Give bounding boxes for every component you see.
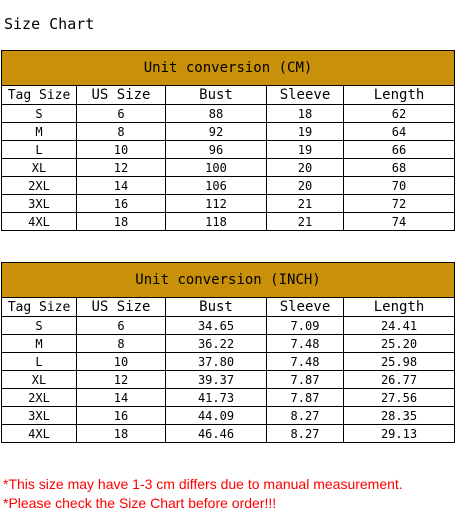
page-title: Size Chart	[4, 15, 95, 33]
measurement-note: *This size may have 1-3 cm differs due to manual measurement.	[3, 476, 403, 492]
table-caption: Unit conversion (INCH)	[2, 263, 455, 298]
table-row	[2, 335, 455, 353]
cell-bust: 112	[166, 195, 267, 213]
column-header-us-size: US Size	[77, 86, 166, 105]
cell-bust: 41.73	[166, 389, 267, 407]
cell-bust: 100	[166, 159, 267, 177]
cell-us-size: 6	[77, 105, 166, 123]
cell-us-size: 16	[77, 195, 166, 213]
cell-us-size: 8	[77, 335, 166, 353]
cell-tag-size: 4XL	[2, 213, 77, 231]
column-header-sleeve: Sleeve	[267, 298, 344, 317]
cell-tag-size: S	[2, 105, 77, 123]
table-row	[2, 317, 455, 335]
cell-tag-size: 3XL	[2, 407, 77, 425]
cell-length: 66	[344, 141, 455, 159]
cell-bust: 88	[166, 105, 267, 123]
cell-us-size: 10	[77, 141, 166, 159]
table-row	[2, 159, 455, 177]
cell-sleeve: 7.48	[267, 353, 344, 371]
cell-length: 72	[344, 195, 455, 213]
cell-us-size: 10	[77, 353, 166, 371]
column-header-length: Length	[344, 298, 455, 317]
cell-sleeve: 7.87	[267, 371, 344, 389]
cell-tag-size: XL	[2, 159, 77, 177]
cell-tag-size: S	[2, 317, 77, 335]
cell-bust: 44.09	[166, 407, 267, 425]
table-row	[2, 213, 455, 231]
cell-tag-size: M	[2, 123, 77, 141]
size-table-inch	[1, 262, 455, 443]
cell-bust: 96	[166, 141, 267, 159]
cell-sleeve: 19	[267, 141, 344, 159]
cell-length: 24.41	[344, 317, 455, 335]
cell-tag-size: L	[2, 353, 77, 371]
cell-tag-size: 2XL	[2, 177, 77, 195]
cell-bust: 39.37	[166, 371, 267, 389]
cell-us-size: 12	[77, 159, 166, 177]
cell-sleeve: 19	[267, 123, 344, 141]
cell-us-size: 6	[77, 317, 166, 335]
notes	[3, 475, 403, 513]
cell-us-size: 18	[77, 213, 166, 231]
cell-tag-size: 2XL	[2, 389, 77, 407]
cell-tag-size: 3XL	[2, 195, 77, 213]
cell-length: 70	[344, 177, 455, 195]
cell-length: 64	[344, 123, 455, 141]
size-table-cm	[1, 50, 455, 231]
cell-bust: 92	[166, 123, 267, 141]
table-row	[2, 407, 455, 425]
cell-bust: 46.46	[166, 425, 267, 443]
cell-tag-size: XL	[2, 371, 77, 389]
table-row	[2, 123, 455, 141]
cell-length: 25.20	[344, 335, 455, 353]
cell-tag-size: M	[2, 335, 77, 353]
cell-bust: 36.22	[166, 335, 267, 353]
cell-length: 26.77	[344, 371, 455, 389]
table-row	[2, 371, 455, 389]
cell-us-size: 14	[77, 177, 166, 195]
cell-us-size: 12	[77, 371, 166, 389]
cell-sleeve: 8.27	[267, 407, 344, 425]
cell-us-size: 16	[77, 407, 166, 425]
cell-tag-size: 4XL	[2, 425, 77, 443]
cell-sleeve: 7.87	[267, 389, 344, 407]
cell-length: 27.56	[344, 389, 455, 407]
column-header-us-size: US Size	[77, 298, 166, 317]
table-row	[2, 105, 455, 123]
cell-tag-size: L	[2, 141, 77, 159]
cell-sleeve: 20	[267, 159, 344, 177]
cell-sleeve: 21	[267, 195, 344, 213]
cell-bust: 34.65	[166, 317, 267, 335]
table-row	[2, 177, 455, 195]
column-header-bust: Bust	[166, 86, 267, 105]
cell-sleeve: 21	[267, 213, 344, 231]
cell-sleeve: 7.09	[267, 317, 344, 335]
cell-length: 25.98	[344, 353, 455, 371]
cell-length: 29.13	[344, 425, 455, 443]
column-header-tag-size: Tag Size	[2, 86, 77, 105]
cell-sleeve: 18	[267, 105, 344, 123]
cell-us-size: 14	[77, 389, 166, 407]
cell-length: 28.35	[344, 407, 455, 425]
table-row	[2, 389, 455, 407]
cell-us-size: 8	[77, 123, 166, 141]
cell-bust: 37.80	[166, 353, 267, 371]
cell-sleeve: 20	[267, 177, 344, 195]
column-header-sleeve: Sleeve	[267, 86, 344, 105]
table-row	[2, 195, 455, 213]
cell-us-size: 18	[77, 425, 166, 443]
size-chart-note: *Please check the Size Chart before order!!!	[3, 495, 277, 511]
cell-sleeve: 8.27	[267, 425, 344, 443]
cell-length: 68	[344, 159, 455, 177]
column-header-bust: Bust	[166, 298, 267, 317]
table-caption: Unit conversion (CM)	[2, 51, 455, 86]
cell-bust: 118	[166, 213, 267, 231]
cell-length: 62	[344, 105, 455, 123]
column-header-tag-size: Tag Size	[2, 298, 77, 317]
table-row	[2, 141, 455, 159]
table-row	[2, 425, 455, 443]
column-header-length: Length	[344, 86, 455, 105]
table-row	[2, 353, 455, 371]
cell-bust: 106	[166, 177, 267, 195]
cell-sleeve: 7.48	[267, 335, 344, 353]
cell-length: 74	[344, 213, 455, 231]
